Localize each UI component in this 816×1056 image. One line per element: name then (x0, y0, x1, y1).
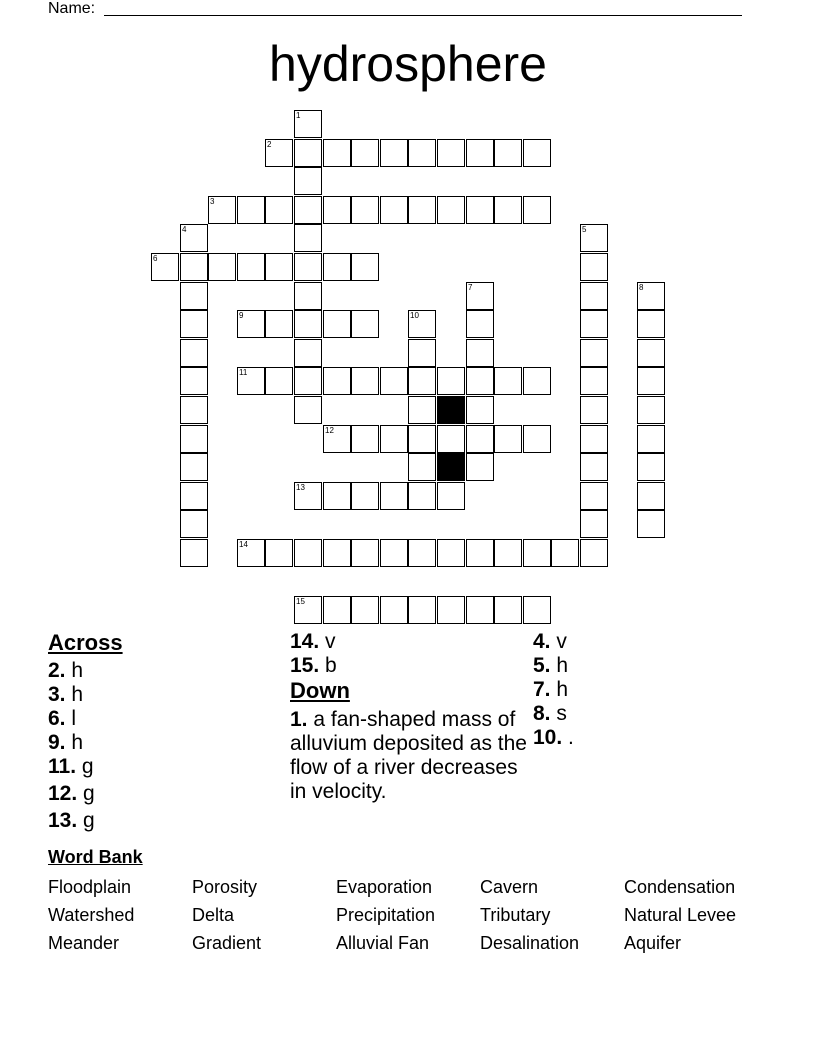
clue-across-15: 15. b (290, 654, 337, 677)
crossword-cell[interactable] (323, 367, 351, 395)
word-bank-item: Natural Levee (624, 905, 737, 925)
crossword-cell[interactable] (580, 396, 608, 424)
crossword-cell[interactable] (408, 539, 436, 567)
crossword-cell[interactable] (437, 139, 465, 167)
crossword-cell[interactable] (180, 510, 208, 538)
clue-down-4: 4. v (533, 630, 567, 653)
crossword-cell[interactable] (637, 310, 665, 338)
cell-number: 10 (410, 311, 419, 320)
crossword-cell[interactable] (551, 539, 579, 567)
crossword-cell[interactable] (466, 282, 494, 310)
crossword-cell[interactable] (408, 139, 436, 167)
word-bank-item: Gradient (192, 933, 262, 953)
clue-across-12: 12. g (48, 782, 95, 805)
crossword-cell[interactable] (294, 339, 322, 367)
word-bank-title: Word Bank (48, 847, 143, 867)
crossword-cell[interactable] (323, 196, 351, 224)
crossword-cell[interactable] (523, 139, 551, 167)
crossword-cell[interactable] (580, 539, 608, 567)
crossword-cell[interactable] (637, 282, 665, 310)
crossword-cell[interactable] (294, 110, 322, 138)
cell-number: 14 (239, 540, 248, 549)
crossword-cell[interactable] (180, 539, 208, 567)
clue-down-8: 8. s (533, 702, 567, 725)
cell-number: 3 (210, 197, 215, 206)
crossword-cell[interactable] (580, 367, 608, 395)
crossword-cell[interactable] (466, 139, 494, 167)
crossword-cell[interactable] (323, 139, 351, 167)
crossword-cell[interactable] (351, 139, 379, 167)
crossword-cell[interactable] (180, 253, 208, 281)
crossword-cell[interactable] (151, 253, 179, 281)
crossword-cell[interactable] (294, 396, 322, 424)
crossword-cell[interactable] (580, 510, 608, 538)
crossword-cell[interactable] (180, 396, 208, 424)
crossword-cell[interactable] (180, 482, 208, 510)
crossword-cell[interactable] (380, 196, 408, 224)
crossword-cell[interactable] (351, 196, 379, 224)
word-bank-item: Floodplain (48, 877, 132, 897)
crossword-cell[interactable] (294, 139, 322, 167)
crossword-cell[interactable] (351, 539, 379, 567)
crossword-cell[interactable] (580, 482, 608, 510)
crossword-cell[interactable] (637, 482, 665, 510)
crossword-cell[interactable] (437, 596, 465, 624)
word-bank-item: Condensation (624, 877, 736, 897)
crossword-cell[interactable] (408, 396, 436, 424)
crossword-cell[interactable] (180, 224, 208, 252)
clue-across-2: 2. h (48, 659, 84, 682)
crossword-cell[interactable] (494, 425, 522, 453)
crossword-cell[interactable] (580, 425, 608, 453)
crossword-cell[interactable] (580, 282, 608, 310)
crossword-cell[interactable] (323, 310, 351, 338)
cell-number: 15 (296, 597, 305, 606)
crossword-cell[interactable] (380, 367, 408, 395)
crossword-cell[interactable] (494, 139, 522, 167)
word-bank-item: Desalination (480, 933, 580, 953)
crossword-cell[interactable] (580, 224, 608, 252)
crossword-cell[interactable] (294, 596, 322, 624)
crossword-cell[interactable] (523, 596, 551, 624)
crossword-cell[interactable] (408, 482, 436, 510)
crossword-cell[interactable] (494, 196, 522, 224)
across-column (48, 630, 123, 833)
crossword-cell[interactable] (380, 425, 408, 453)
crossword-cell[interactable] (408, 453, 436, 481)
crossword-cell[interactable] (437, 482, 465, 510)
crossword-cell[interactable] (380, 539, 408, 567)
crossword-cell[interactable] (294, 539, 322, 567)
crossword-cell[interactable] (237, 539, 265, 567)
crossword-cell[interactable] (351, 367, 379, 395)
crossword-cell[interactable] (208, 196, 236, 224)
cell-number: 5 (582, 225, 587, 234)
crossword-cell[interactable] (294, 196, 322, 224)
crossword-cell[interactable] (466, 367, 494, 395)
cell-number: 12 (325, 426, 334, 435)
crossword-cell[interactable] (408, 425, 436, 453)
cell-number: 11 (239, 368, 248, 377)
clue-down-5: 5. h (533, 654, 569, 677)
crossword-cell[interactable] (351, 253, 379, 281)
crossword-cell[interactable] (494, 596, 522, 624)
crossword-cell[interactable] (523, 539, 551, 567)
word-bank-item: Alluvial Fan (336, 933, 430, 953)
crossword-cell[interactable] (294, 367, 322, 395)
word-bank-item: Precipitation (336, 905, 436, 925)
clue-across-9: 9. h (48, 731, 84, 754)
down-column (533, 630, 574, 750)
crossword-cell[interactable] (351, 425, 379, 453)
cell-number: 13 (296, 483, 305, 492)
crossword-cell[interactable] (408, 196, 436, 224)
crossword-cell[interactable] (637, 425, 665, 453)
crossword-cell[interactable] (580, 453, 608, 481)
crossword-cell[interactable] (380, 139, 408, 167)
crossword-cell[interactable] (208, 253, 236, 281)
clue-across-14: 14. v (290, 630, 336, 653)
crossword-cell[interactable] (466, 310, 494, 338)
crossword-cell[interactable] (294, 482, 322, 510)
word-bank-item: Watershed (48, 905, 135, 925)
crossword-cell[interactable] (466, 425, 494, 453)
crossword-cell[interactable] (294, 282, 322, 310)
crossword-cell[interactable] (637, 396, 665, 424)
crossword-cell[interactable] (580, 339, 608, 367)
crossword-cell[interactable] (494, 539, 522, 567)
clue-across-6: 6. l (48, 707, 77, 730)
crossword-cell[interactable] (523, 196, 551, 224)
crossword-cell[interactable] (237, 310, 265, 338)
crossword-cell[interactable] (494, 367, 522, 395)
crossword-cell[interactable] (408, 596, 436, 624)
crossword-cell[interactable] (408, 339, 436, 367)
crossword-block (437, 453, 465, 481)
word-bank-item: Porosity (192, 877, 258, 897)
crossword-cell[interactable] (466, 539, 494, 567)
clue-across-3: 3. h (48, 683, 84, 706)
crossword-cell[interactable] (466, 453, 494, 481)
crossword-block (437, 396, 465, 424)
crossword-cell[interactable] (437, 539, 465, 567)
crossword-cell[interactable] (294, 167, 322, 195)
cell-number: 8 (639, 283, 644, 292)
crossword-cell[interactable] (265, 253, 293, 281)
clue-across-11: 11. g (48, 755, 94, 778)
crossword-cell[interactable] (265, 139, 293, 167)
name-label: Name: (48, 0, 96, 17)
word-bank-item: Delta (192, 905, 235, 925)
crossword-cell[interactable] (180, 339, 208, 367)
word-bank-item: Tributary (480, 905, 551, 925)
crossword-cell[interactable] (380, 482, 408, 510)
middle-column (290, 630, 530, 804)
cell-number: 1 (296, 111, 301, 120)
crossword-cell[interactable] (265, 310, 293, 338)
crossword-cell[interactable] (351, 596, 379, 624)
word-bank-item: Evaporation (336, 877, 433, 897)
crossword-cell[interactable] (323, 539, 351, 567)
word-bank-item: Aquifer (624, 933, 682, 953)
crossword-cell[interactable] (637, 367, 665, 395)
cell-number: 2 (267, 140, 272, 149)
crossword-cell[interactable] (237, 367, 265, 395)
clue-down-7: 7. h (533, 678, 569, 701)
crossword-cell[interactable] (580, 253, 608, 281)
crossword-cell[interactable] (466, 396, 494, 424)
cell-number: 4 (182, 225, 187, 234)
crossword-cell[interactable] (237, 196, 265, 224)
page-title: hydrosphere (269, 36, 547, 92)
crossword-cell[interactable] (323, 253, 351, 281)
across-heading: Across (48, 630, 123, 655)
clue-across-13: 13. g (48, 809, 95, 832)
cell-number: 7 (468, 283, 473, 292)
crossword-cell[interactable] (294, 253, 322, 281)
crossword-cell[interactable] (466, 596, 494, 624)
crossword-cell[interactable] (637, 453, 665, 481)
crossword-cell[interactable] (637, 339, 665, 367)
word-bank-item: Cavern (480, 877, 539, 897)
crossword-cell[interactable] (408, 310, 436, 338)
crossword-cell[interactable] (265, 196, 293, 224)
clue-down-1: 1. a fan-shaped mass of alluvium deposited as the flow of a river decreases in velocity. (290, 708, 527, 803)
clue-down-10: 10. . (533, 726, 574, 749)
crossword-cell[interactable] (180, 425, 208, 453)
crossword-cell[interactable] (380, 596, 408, 624)
crossword-cell[interactable] (351, 482, 379, 510)
crossword-cell[interactable] (237, 253, 265, 281)
crossword-cell[interactable] (437, 367, 465, 395)
crossword-cell[interactable] (408, 367, 436, 395)
crossword-cell[interactable] (351, 310, 379, 338)
crossword-cell[interactable] (294, 310, 322, 338)
crossword-cell[interactable] (466, 339, 494, 367)
crossword-cell[interactable] (180, 367, 208, 395)
crossword-cell[interactable] (437, 425, 465, 453)
down-heading: Down (290, 678, 350, 703)
word-bank-item: Meander (48, 933, 120, 953)
crossword-cell[interactable] (180, 453, 208, 481)
crossword-cell[interactable] (323, 425, 351, 453)
crossword-cell[interactable] (523, 425, 551, 453)
cell-number: 6 (153, 254, 158, 263)
crossword-cell[interactable] (637, 510, 665, 538)
crossword-cell[interactable] (523, 367, 551, 395)
crossword-cell[interactable] (265, 367, 293, 395)
crossword-cell[interactable] (265, 539, 293, 567)
crossword-cell[interactable] (323, 482, 351, 510)
crossword-cell[interactable] (437, 196, 465, 224)
crossword-cell[interactable] (180, 282, 208, 310)
crossword-cell[interactable] (323, 596, 351, 624)
cell-number: 9 (239, 311, 244, 320)
crossword-cell[interactable] (580, 310, 608, 338)
crossword-cell[interactable] (294, 224, 322, 252)
crossword-cell[interactable] (180, 310, 208, 338)
crossword-cell[interactable] (466, 196, 494, 224)
